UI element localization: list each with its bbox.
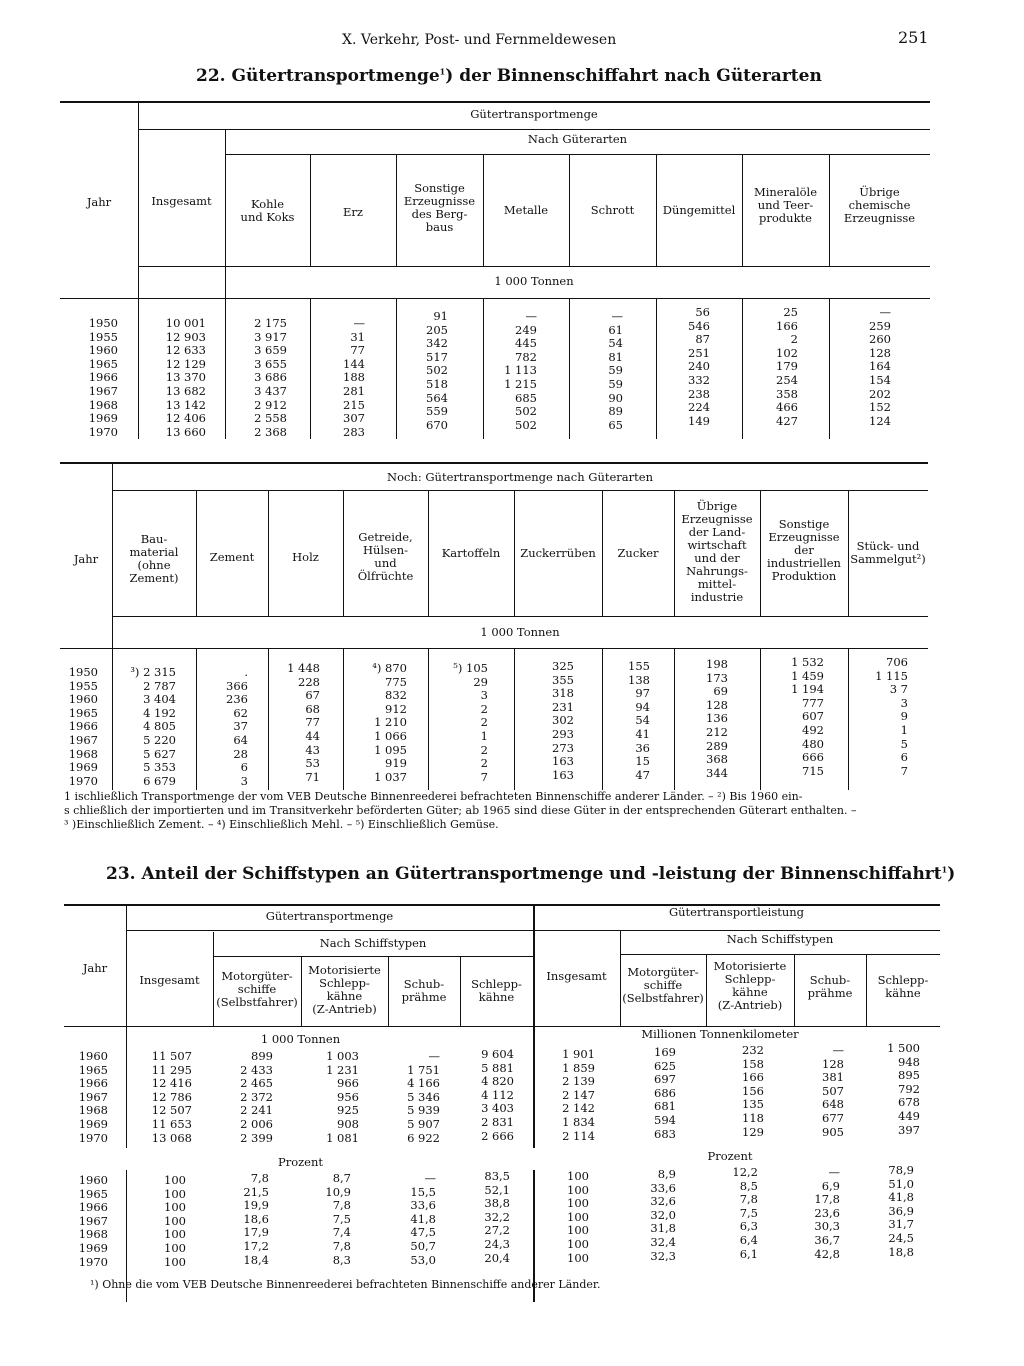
data-column: 169 625 697 686 681 594 683 <box>654 1045 676 1141</box>
data-column: 56 546 87 251 240 332 238 224 149 <box>688 305 710 428</box>
col-header: Kohle und Koks <box>240 197 295 224</box>
data-column: 232 158 166 156 135 118 129 <box>742 1043 764 1139</box>
data-column: 1 532 1 459 1 194 777 607 492 480 666 715 <box>791 655 824 778</box>
data-column: — 31 77 144 188 281 215 307 283 <box>343 316 365 439</box>
col-header: Sonstige Erzeugnisse des Berg- baus <box>403 181 476 234</box>
subgroup-label: Nach Güterarten <box>527 132 628 146</box>
col-header: Motorisierte Schlepp- kähne (Z-Antrieb) <box>308 963 381 1016</box>
col-header: Schub- prähme <box>807 973 853 1000</box>
footnote-2: s chließlich der importierten und im Transitverkehr beförderten Güter; ab 1965 sind diese Güter in der entsprechenden Güterart enthalten. – <box>64 804 857 817</box>
group-left: Gütertransportmenge <box>265 909 394 923</box>
col-header: Motorgüter- schiffe (Selbstfahrer) <box>622 965 704 1005</box>
group-label: Gütertransportmenge <box>470 107 598 121</box>
col-header: Bau- material (ohne Zement) <box>129 532 179 585</box>
col-header: Düngemittel <box>662 203 736 217</box>
col-header: Metalle <box>503 203 549 217</box>
data-column: ⁴) 870 775 832 912 1 210 1 066 1 095 919 1 037 <box>372 661 407 784</box>
section-title: X. Verkehr, Post- und Fernmeldewesen <box>342 32 617 48</box>
subgroup-left: Nach Schiffstypen <box>319 936 427 950</box>
data-column: 78,9 51,0 41,8 36,9 31,7 24,5 18,8 <box>888 1163 914 1259</box>
unit-right: Millionen Tonnenkilometer <box>641 1027 799 1041</box>
data-column: — 61 54 81 59 59 90 89 65 <box>608 309 623 432</box>
footnotes <box>64 790 944 832</box>
unit-label: 1 000 Tonnen <box>494 274 574 288</box>
col-header: Motorisierte Schlepp- kähne (Z-Antrieb) <box>713 959 787 1012</box>
year-column: 1950 1955 1960 1965 1966 1967 1968 1969 1970 <box>88 316 118 439</box>
data-column: — 6,9 17,8 23,6 30,3 36,7 42,8 <box>814 1165 840 1261</box>
col-header: Erz <box>343 205 363 219</box>
footnote-1: 1 ischließlich Transportmenge der vom VEB Deutsche Binnenreederei befrachteten Binnenschiffe anderer Länder. – ²) Bis 1960 ein- <box>64 790 803 803</box>
data-column: 8,7 10,9 7,8 7,5 7,4 7,8 8,3 <box>325 1171 351 1267</box>
data-column: 325 355 318 231 302 293 273 163 163 <box>552 659 574 782</box>
col-header: Insgesamt <box>546 969 607 983</box>
col-header: Zucker <box>617 546 659 560</box>
col-header: Übrige Erzeugnisse der Land- wirtschaft und der Nahrungs- mittel- industrie <box>681 499 753 604</box>
data-column: 10 001 12 903 12 633 12 129 13 370 13 682 13 142 12 406 13 660 <box>165 316 206 439</box>
col-header: Getreide, Hülsen- und Ölfrüchte <box>357 530 414 583</box>
col-header: Schlepp- kähne <box>471 977 522 1004</box>
subgroup-right: Nach Schiffstypen <box>726 932 834 946</box>
col-header: Übrige chemische Erzeugnisse <box>843 185 916 225</box>
running-header <box>0 28 1024 52</box>
col-header: Stück- und Sammelgut²) <box>850 539 926 566</box>
footnote-3: ³ )Einschließlich Zement. – ⁴) Einschließlich Mehl. – ⁵) Einschließlich Gemüse. <box>64 818 499 831</box>
page-number: 251 <box>898 28 929 47</box>
data-column: 2 175 3 917 3 659 3 655 3 686 3 437 2 912 2 558 2 368 <box>254 316 287 439</box>
data-column: 100 100 100 100 100 100 100 <box>164 1173 186 1269</box>
table22-title: 22. Gütertransportmenge$^1$) der Binnenschiffahrt nach Güterarten <box>196 66 822 86</box>
data-column: 8,9 33,6 32,6 32,0 31,8 32,4 32,3 <box>650 1167 676 1263</box>
col-header: Schrott <box>590 203 635 217</box>
col-header: Motorgüter- schiffe (Selbstfahrer) <box>216 969 298 1009</box>
col-header: Mineralöle und Teer- produkte <box>753 185 818 225</box>
data-column: 1 500 948 895 792 678 449 397 <box>887 1041 920 1137</box>
year-column: 1950 1955 1960 1965 1966 1967 1968 1969 1970 <box>68 665 98 788</box>
data-column: — 128 381 507 648 677 905 <box>822 1043 844 1139</box>
col-header: Schub- prähme <box>401 977 447 1004</box>
data-column: 899 2 433 2 465 2 372 2 241 2 006 2 399 <box>240 1049 273 1145</box>
data-column: ⁵) 105 29 3 2 2 1 2 2 7 <box>453 661 488 784</box>
year-label: Jahr <box>73 552 99 566</box>
data-column: 12,2 8,5 7,8 7,5 6,3 6,4 6,1 <box>732 1165 758 1261</box>
col-header: Schlepp- kähne <box>877 973 929 1000</box>
col-header: Zuckerrüben <box>520 546 596 560</box>
data-column: 91 205 342 517 502 518 564 559 670 <box>426 309 448 432</box>
col-header: Kartoffeln <box>441 546 501 560</box>
data-column: 9 604 5 881 4 820 4 112 3 403 2 831 2 666 <box>481 1047 514 1143</box>
percent-label-right: Prozent <box>707 1149 753 1163</box>
data-column: — 15,5 33,6 41,8 47,5 50,7 53,0 <box>410 1171 436 1267</box>
year-label: Jahr <box>82 961 108 975</box>
group-right: Gütertransportleistung <box>668 905 805 919</box>
data-column: 7,8 21,5 19,9 18,6 17,9 17,2 18,4 <box>243 1171 269 1267</box>
group-label: Noch: Gütertransportmenge nach Güterarten <box>387 470 653 484</box>
data-column: 11 507 11 295 12 416 12 786 12 507 11 653 13 068 <box>151 1049 192 1145</box>
data-column: 155 138 97 94 54 41 36 15 47 <box>628 659 650 782</box>
data-column: . 366 236 62 37 64 28 6 3 <box>226 665 248 788</box>
col-header: Sonstige Erzeugnisse der industriellen Produktion <box>767 517 841 583</box>
percent-label-left: Prozent <box>277 1155 324 1169</box>
data-column: 706 1 115 3 7 3 9 1 5 6 7 <box>875 655 908 778</box>
data-column: 1 003 1 231 966 956 925 908 1 081 <box>326 1049 359 1145</box>
data-column: 100 100 100 100 100 100 100 <box>567 1169 589 1265</box>
year-column: 1960 1965 1966 1967 1968 1969 1970 <box>78 1049 108 1145</box>
data-column: 198 173 69 128 136 212 289 368 344 <box>706 657 728 780</box>
data-column: — 259 260 128 164 154 202 152 124 <box>869 305 891 428</box>
year-label: Jahr <box>86 195 112 209</box>
table23-title: 23. Anteil der Schiffstypen an Gütertransportmenge und -leistung der Binnenschiffahrt$^1$) <box>106 864 956 884</box>
data-column: 1 448 228 67 68 77 44 43 53 71 <box>287 661 320 784</box>
data-column: — 1 751 4 166 5 346 5 939 5 907 6 922 <box>407 1049 440 1145</box>
col-header: Insgesamt <box>139 973 200 987</box>
year-column: 1960 1965 1966 1967 1968 1969 1970 <box>78 1173 108 1269</box>
data-column: — 249 445 782 1 113 1 215 685 502 502 <box>504 309 537 432</box>
col-header: Holz <box>292 550 319 564</box>
col-header: Zement <box>209 550 255 564</box>
data-column: 1 901 1 859 2 139 2 147 2 142 1 834 2 114 <box>562 1047 595 1143</box>
table23-footnote: ¹) Ohne die vom VEB Deutsche Binnenreederei befrachteten Binnenschiffe anderer Länder. <box>90 1278 601 1291</box>
unit-label: 1 000 Tonnen <box>480 625 560 639</box>
data-column: 83,5 52,1 38,8 32,2 27,2 24,3 20,4 <box>484 1169 510 1265</box>
col-header: Insgesamt <box>151 194 212 208</box>
data-column: ³) 2 315 2 787 3 404 4 192 4 805 5 220 5 627 5 353 6 679 <box>130 665 176 788</box>
unit-left: 1 000 Tonnen <box>260 1032 341 1046</box>
data-column: 25 166 2 102 179 254 358 466 427 <box>776 305 798 428</box>
